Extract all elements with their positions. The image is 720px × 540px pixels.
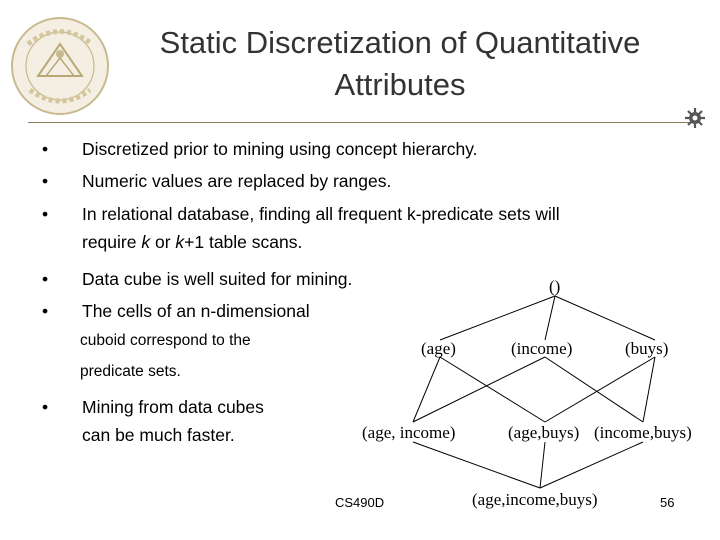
text-run: or — [150, 232, 176, 252]
bullet-marker: • — [42, 269, 49, 289]
bullet-text: Discretized prior to mining using concept hierarchy. — [82, 139, 478, 159]
lattice-node-age-buys: (age,buys) — [508, 423, 580, 442]
text-run: require — [82, 232, 142, 252]
bullet-marker: • — [42, 397, 49, 417]
edge-income-ageincome — [413, 357, 545, 422]
text-run: +1 table scans. — [184, 232, 303, 252]
sub-line-1: cuboid correspond to the — [80, 332, 251, 349]
edge-incomebuys-all — [540, 442, 643, 488]
sub-line-2: predicate sets. — [80, 363, 181, 380]
title-line-1: Static Discretization of Quantitative — [159, 25, 641, 60]
bullet-text: The cells of an n-dimensional — [82, 301, 310, 321]
edge-age-ageincome — [413, 357, 440, 422]
footer-course-label: CS490D — [335, 495, 385, 510]
edge-apex-age — [440, 296, 555, 340]
bullet-marker: • — [42, 204, 49, 224]
slide-page-number: 56 — [660, 495, 675, 510]
title-line-2: Attributes — [334, 67, 466, 102]
lattice-node-income-buys: (income,buys) — [594, 423, 692, 442]
edge-buys-agebuys — [545, 357, 655, 422]
lattice-node-age-income: (age, income) — [362, 423, 456, 442]
edge-age-agebuys — [440, 357, 545, 422]
bullet-marker: • — [42, 171, 49, 191]
bullet-text-line-2: can be much faster. — [82, 425, 235, 445]
text-run-italic: k — [175, 232, 185, 252]
lattice-node-apex: () — [549, 277, 561, 296]
lattice-node-age-income-buys: (age,income,buys) — [472, 490, 598, 509]
bullet-text-line-1: In relational database, finding all frequent k-predicate sets will — [82, 204, 560, 224]
lattice-node-buys: (buys) — [625, 339, 669, 358]
edge-ageincome-all — [413, 442, 540, 488]
lattice-node-income: (income) — [511, 339, 573, 358]
lattice-node-age: (age) — [421, 339, 456, 358]
edge-income-incomebuys — [545, 357, 643, 422]
bullet-marker: • — [42, 301, 49, 321]
bullet-text-line-1: Mining from data cubes — [82, 397, 264, 417]
edge-agebuys-all — [540, 442, 545, 488]
bullet-marker: • — [42, 139, 49, 159]
edge-apex-buys — [555, 296, 655, 340]
bullet-text: Numeric values are replaced by ranges. — [82, 171, 392, 191]
edge-apex-income — [545, 296, 555, 340]
text-run-italic: k — [141, 232, 151, 252]
bullet-text: Data cube is well suited for mining. — [82, 269, 353, 289]
edge-buys-incomebuys — [643, 357, 655, 422]
